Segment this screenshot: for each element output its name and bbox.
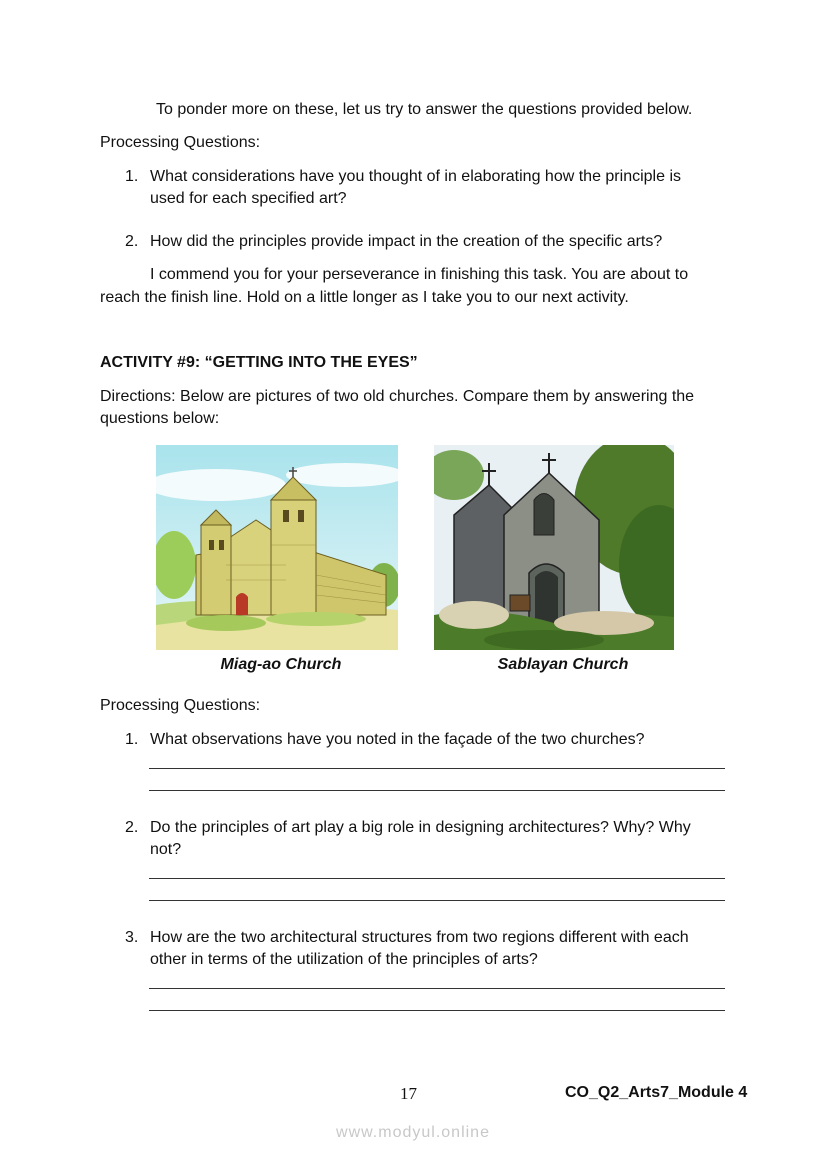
- answer-line[interactable]: [149, 790, 725, 791]
- question-text: Do the principles of art play a big role in designing architectures? Why? Why not?: [150, 819, 691, 858]
- church-illustration-icon: [434, 445, 674, 650]
- question-text: How are the two architectural structures from two regions different with each other in terms of the utilization of the principles of arts?: [150, 929, 689, 968]
- question-number: 1.: [125, 731, 139, 748]
- commend-text: I commend you for your perseverance in finishing this task. You are about to: [150, 266, 689, 283]
- watermark: www.modyul.online: [336, 1124, 490, 1141]
- commend-text-continued: reach the finish line. Hold on a little longer as I take you to our next activity.: [100, 289, 629, 306]
- page-number: 17: [400, 1084, 417, 1103]
- module-code: CO_Q2_Arts7_Module 4: [565, 1084, 748, 1101]
- directions-text: Directions: Below are pictures of two old churches. Compare them by answering the questions below:: [100, 388, 695, 427]
- answer-line[interactable]: [149, 1010, 725, 1011]
- answer-line[interactable]: [149, 768, 725, 769]
- question-number: 2.: [125, 233, 139, 250]
- church-illustration-icon: [156, 445, 398, 650]
- question-text: What considerations have you thought of in elaborating how the principle is used for each specified art?: [150, 168, 681, 207]
- image-caption: Sablayan Church: [497, 656, 629, 673]
- processing-questions-heading: Processing Questions:: [100, 134, 261, 151]
- question-text: What observations have you noted in the façade of the two churches?: [150, 731, 645, 748]
- processing-questions-heading: Processing Questions:: [100, 697, 261, 714]
- question-number: 1.: [125, 168, 139, 185]
- miag-ao-church-image: [156, 445, 398, 650]
- sablayan-church-image: [434, 445, 674, 650]
- answer-line[interactable]: [149, 900, 725, 901]
- question-text: How did the principles provide impact in the creation of the specific arts?: [150, 233, 663, 250]
- activity-title: ACTIVITY #9: “GETTING INTO THE EYES”: [100, 354, 418, 371]
- image-caption: Miag-ao Church: [220, 656, 342, 673]
- question-number: 3.: [125, 929, 139, 946]
- answer-line[interactable]: [149, 988, 725, 989]
- intro-text: To ponder more on these, let us try to answer the questions provided below.: [156, 101, 693, 118]
- answer-line[interactable]: [149, 878, 725, 879]
- question-number: 2.: [125, 819, 139, 836]
